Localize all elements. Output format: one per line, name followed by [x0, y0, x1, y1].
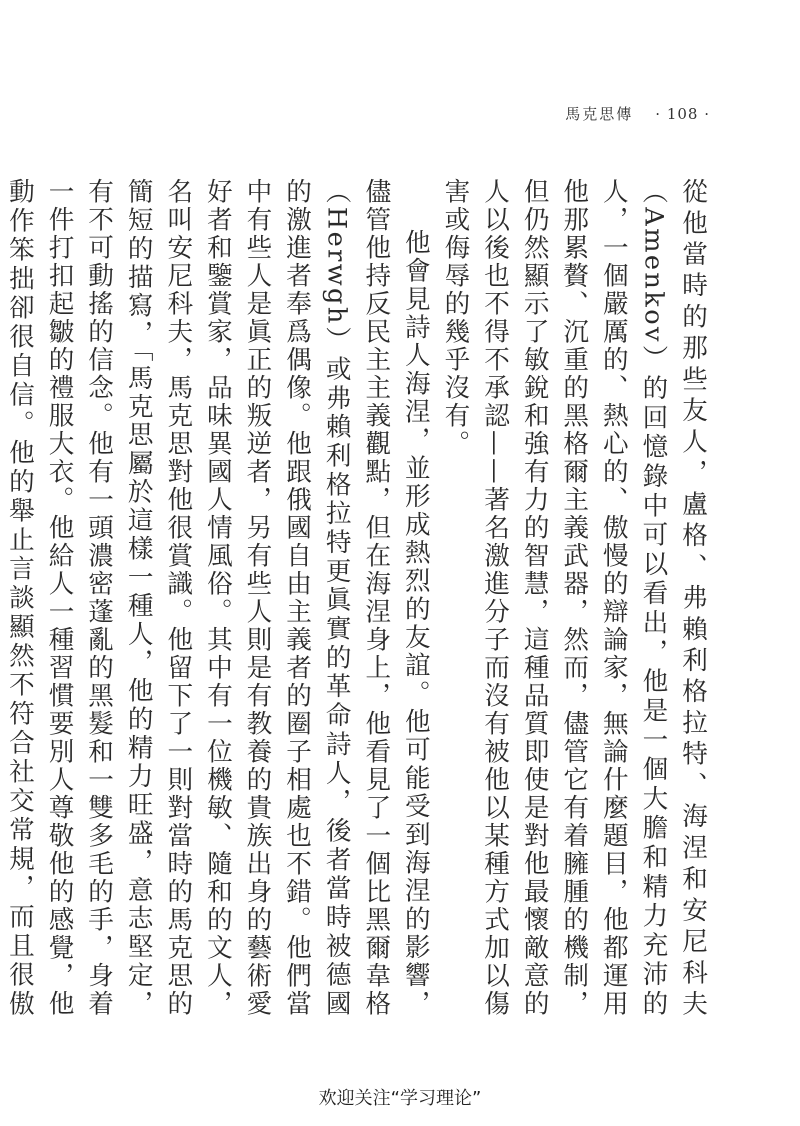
running-header	[565, 103, 710, 124]
book-title: 馬克思傳	[565, 105, 634, 123]
footer-caption: 欢迎关注“学习理论”	[318, 1088, 482, 1109]
paragraph-2: 他會見詩人海涅，並形成熱烈的友誼。他可能受到海涅的影響，儘管他持反民主主義觀點，但在海涅身上，他看見了一個比黑爾韋格（Herwgh）或弗賴利格拉特更眞實的革命詩人，後者當時被德國的激進者奉爲偶像。他跟俄國自由主義者的圈子相處也不錯。他們當中有些人是眞正的叛逆者，另有些人則是有教養的貴族出身的藝術愛好者和鑒賞家，品味異國人情風俗。其中有一位機敏、隨和的文人，名叫安尼科夫，馬克思對他很賞識。他留下了一則對當時的馬克思的簡短的描寫，「馬克思屬於這樣一種人，他的精力旺盛，意志堅定，有不可動搖的信念。他有一頭濃密蓬亂的黑髮和一雙多毛的手，身着一件打扣起皺的禮服大衣。他給人一種習慣要別人尊敬他的感覺，他動作笨拙卻很自信。他的舉止言談顯然不符合社交常規，而且很傲	[4, 178, 431, 1018]
vertical-text-body	[4, 178, 712, 1018]
page-number: · 108 ·	[655, 105, 710, 123]
paragraph-1: 從他當時的那些友人，盧格、弗賴利格拉特、海涅和安尼科夫（Amenkov）的回憶錄中可以看出，他是一個大膽和精力充沛的人，一個嚴厲的、熱心的、傲慢的辯論家，無論什麼題目，他都運用他那累贅、沉重的黑格爾主義武器，然而，儘管它有着臃腫的機制，但仍然顯示了敏銳和強有力的智慧，這種品質即使是對他最懷敵意的人以後也不得不承認——著名激進分子而沒有被他以某種方式加以傷害或侮辱的幾乎沒有。	[440, 178, 708, 1018]
